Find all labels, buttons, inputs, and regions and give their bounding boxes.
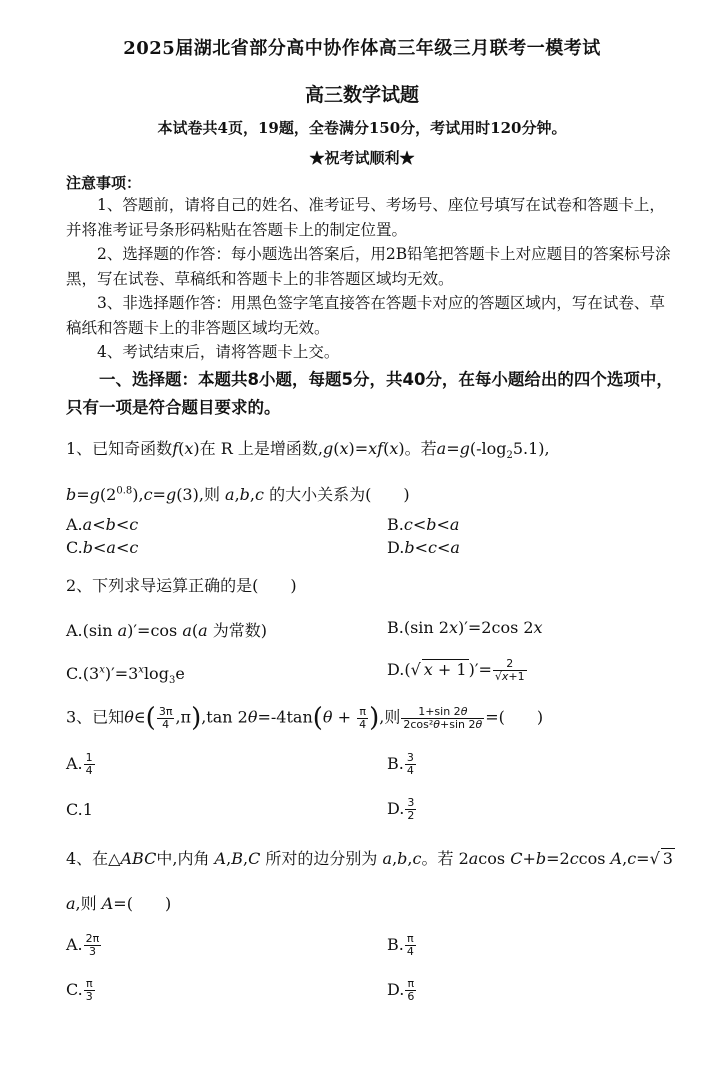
q1-option-c: C.b<a<c	[66, 538, 139, 557]
q4-option-c: C. $\frac{\pi}{3}$	[66, 977, 93, 1003]
note-item-4: 4、考试结束后，请将答题卡上交。	[97, 343, 340, 361]
q1-option-d: D.b<c<a	[387, 538, 460, 557]
q4-option-d: D. $\frac{\pi}{6}$	[387, 977, 415, 1003]
q3-option-b: B. $\frac{3}{4}$	[387, 751, 414, 777]
q2-option-d: D.(√ x + 1 )′= $\frac{2}{√x+1}$	[387, 657, 525, 683]
q2-option-b: B.(sin 2x)′=2cos 2x	[387, 618, 543, 637]
note-item-1: 1、答题前，请将自己的姓名、准考证号、考场号、座位号填写在试卷和答题卡上，并将准考证号条形码粘贴在答题卡上的制定位置。	[66, 196, 665, 239]
q3-option-d: D. $\frac{3}{2}$	[387, 796, 415, 822]
blessing-line: ★祝考试顺利★	[309, 149, 415, 167]
q2-option-c: $C.(3^x)'=3^x\log_3e$	[66, 664, 185, 687]
q4-option-b: B. $\frac{\pi}{4}$	[387, 932, 414, 958]
q1-option-a: A.a<b<c	[66, 515, 139, 534]
q4-stem-line1: 4、在△ABC中,内角 A,B,C 所对的边分别为 a,b,c。若 2acos C+b=2ccos A,c=√ 3	[66, 849, 673, 868]
q1-option-b: B.c<b<a	[387, 515, 460, 534]
note-item-2: 2、选择题的作答：每小题选出答案后，用2B铅笔把答题卡上对应题目的答案标号涂黑，写在试卷、草稿纸和答题卡上的非答题区域均无效。	[66, 245, 671, 288]
q2-stem: 2、下列求导运算正确的是( )	[66, 576, 297, 595]
section-heading: 一、选择题：本题共8小题，每题5分，共40分，在每小题给出的四个选项中，只有一项是符合题目要求的。	[66, 370, 673, 417]
notes-heading: 注意事项：	[66, 174, 142, 192]
q1-stem-line1: 1、已知奇函数f(x)在 R 上是增函数,g(x)=xf(x)。若$a=g(-\log_25.1)$,	[66, 439, 550, 462]
q3-option-a: A. $\frac{1}{4}$	[66, 751, 93, 777]
q1-stem-line2: $b=g(2^{0.8}),c=g(3)$,则 a,b,c 的大小关系为( )	[66, 485, 410, 504]
q3-stem: 3、已知θ∈( $\frac{3\pi}{4}$ ,π),tan 2θ=-4tan(θ + $\frac{\pi}{4}$ ),则 $\frac{1+\sin 2\theta}{\text{2cos²θ+sin 2θ}}$ =( )	[66, 703, 544, 733]
q3-option-c: C.1	[66, 800, 93, 819]
note-item-3: 3、非选择题作答：用黑色签字笔直接答在答题卡对应的答题区域内，写在试卷、草稿纸和答题卡上的非答题区域均无效。	[66, 294, 665, 337]
q4-option-a: A. $\frac{2\pi}{3}$	[66, 932, 100, 958]
q2-option-a: A.(sin a)′=cos a(a 为常数)	[66, 621, 268, 640]
q4-stem-line2: a,则 A=( )	[66, 894, 172, 913]
exam-info: 本试卷共4页，19题，全卷满分150分，考试用时120分钟。	[157, 119, 567, 137]
subject-title: 高三数学试题	[304, 84, 419, 106]
exam-title: 2025届湖北省部分高中协作体高三年级三月联考一模考试	[123, 38, 601, 59]
